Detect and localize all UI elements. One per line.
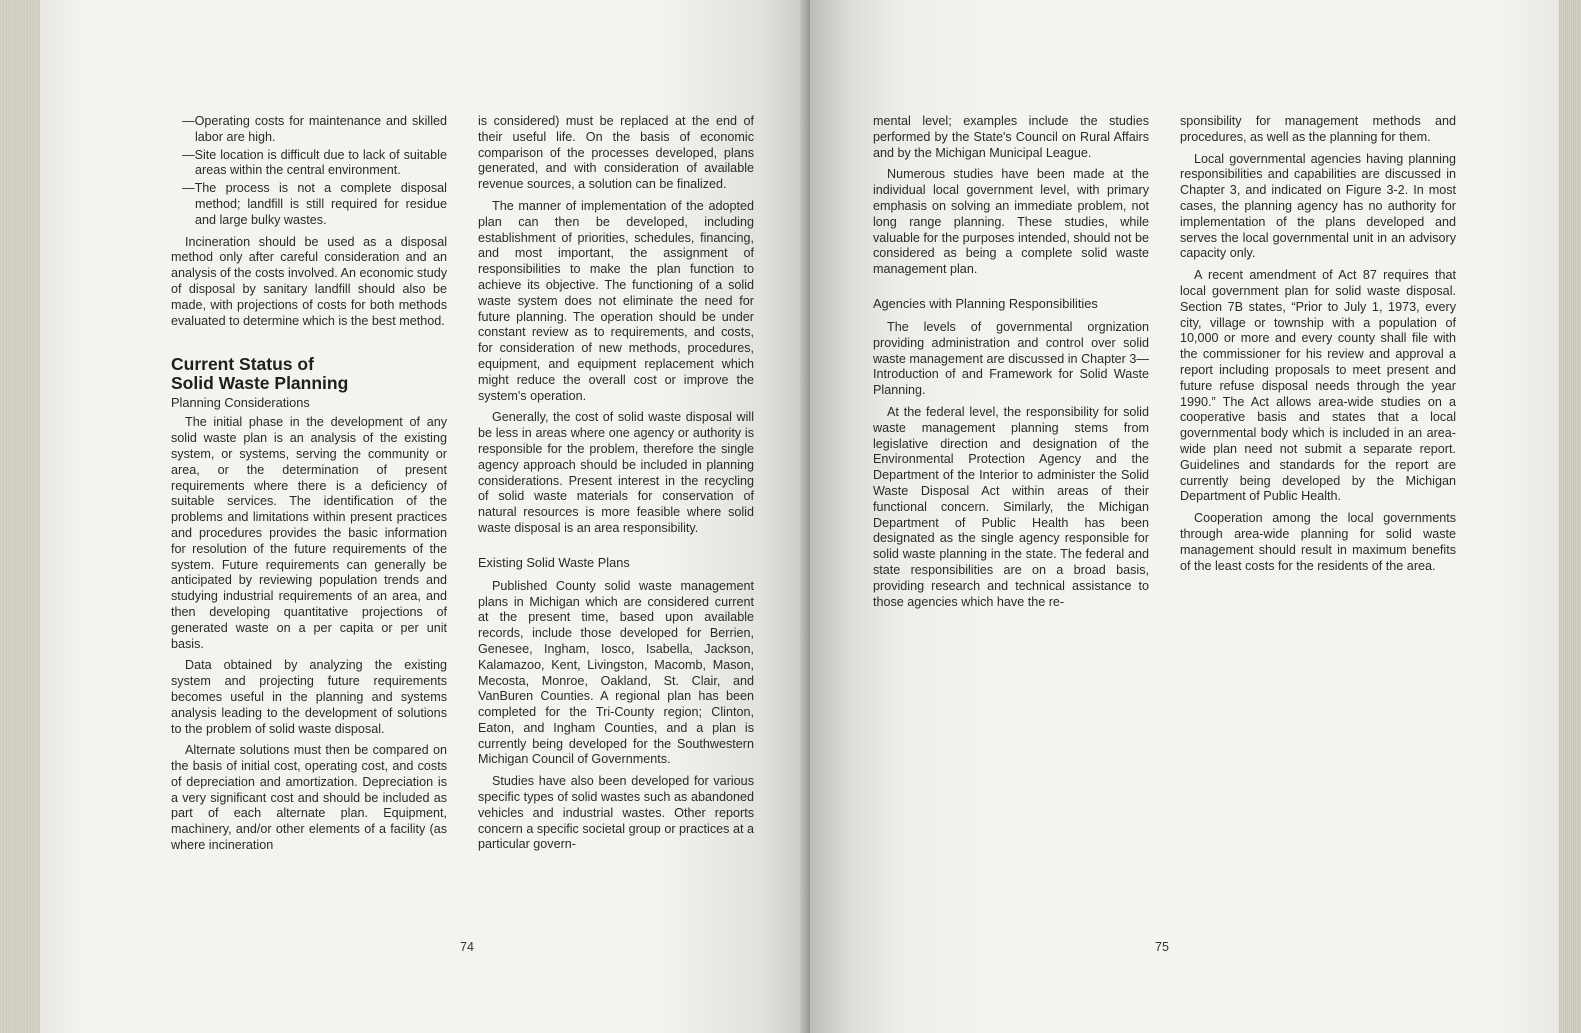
- paragraph: Studies have also been developed for various specific types of solid wastes such as abandoned vehicles and industrial wastes. Other reports concern a specific societal group or practices at a particular govern-: [478, 774, 754, 852]
- subheading: Existing Solid Waste Plans: [478, 554, 630, 570]
- section-heading: [171, 355, 447, 393]
- page-number: 75: [1155, 940, 1169, 954]
- left-page: [40, 0, 810, 1033]
- section-heading-line-2: Solid Waste Planning: [171, 373, 349, 394]
- paragraph: Numerous studies have been made at the individual local government level, with primary emphasis on solving an immediate problem, not long range planning. These studies, while valuable for the purposes intended, should not be considered as being a complete solid waste management plan.: [873, 167, 1149, 277]
- paragraph: sponsibility for management methods and procedures, as well as the planning for them.: [1180, 114, 1456, 144]
- right-page-column-2: [1180, 114, 1456, 580]
- paragraph: The levels of governmental orgnization providing administration and control over solid waste management are discussed in Chapter 3—Introduction of and Framework for Solid Waste Planning.: [873, 319, 1149, 398]
- paragraph: At the federal level, the responsibility for solid waste management planning stems from legislative direction and designation of the Environmental Protection Agency and the Department of the Interior to administer the Solid Waste Disposal Act within areas of their functional concern. Similarly, the Michigan Department of Public Health has been designated as the single agency responsible for solid waste planning in the state. The federal and state responsibilities are on a broad basis, providing research and technical assistance to those agencies which have the re-: [873, 404, 1149, 609]
- paragraph: Incineration should be used as a disposal method only after careful consideration and an analysis of the costs involved. An economic study of disposal by sanitary landfill should also be made, with projections of costs for both methods evaluated to determine which is the best method.: [171, 234, 447, 328]
- paragraph: is considered) must be replaced at the end of their useful life. On the basis of economic comparison of the processes developed, plans generated, and with consideration of available revenue sources, a solution can be finalized.: [478, 114, 754, 192]
- section-heading-line-1: Current Status of: [171, 354, 314, 375]
- paragraph: A recent amendment of Act 87 requires that local government plan for solid waste disposal. Section 7B states, “Prior to July 1, 1973, every city, village or township with a population of 10,000 or more and every county shall file with the commissioner for his review and approval a report including proposals to meet present and future refuse disposal needs through the year 1990.” The Act allows area-wide studies on a cooperative basis and states that a local governmental body which is included in an area-wide plan need not submit a separate report. Guidelines and standards for the report are currently being developed by the Michigan Department of Public Health.: [1180, 268, 1456, 504]
- paragraph: Cooperation among the local governments through area-wide planning for solid waste management should result in maximum benefits of the least costs for the residents of the area.: [1180, 511, 1456, 573]
- paragraph: Data obtained by analyzing the existing system and projecting future requirements becomes useful in the planning and systems analysis leading to the development of solutions to the problem of solid waste disposal.: [171, 658, 447, 736]
- paragraph: Generally, the cost of solid waste disposal will be less in areas where one agency or authority is responsible for the problem, therefore the single agency approach should be included in planning considerations. Present interest in the recycling of solid waste materials for conservation of natural resources is more feasible where solid waste disposal is an area responsibility.: [478, 410, 754, 535]
- paragraph: Alternate solutions must then be compared on the basis of initial cost, operating cost, and costs of depreciation and amortization. Depreciation is a very significant cost and should be included as part of each alternate plan. Equipment, machinery, and/or other elements of a facility (as where incineration: [171, 743, 447, 853]
- page-number: 74: [460, 940, 474, 954]
- paragraph: Published County solid waste management plans in Michigan which are considered current at the present time, based upon available records, include those developed for Berrien, Genesee, Ingham, Iosco, Isabella, Jackson, Kalamazoo, Kent, Livingston, Macomb, Mason, Mecosta, Monroe, Oakland, St. Clair, and VanBuren Counties. A regional plan has been completed for the Tri-County region; Clinton, Eaton, and Ingham Counties, and a plan is currently being developed for the Southwestern Michigan Council of Governments.: [478, 578, 754, 767]
- bullet-item: —Site location is difficult due to lack of suitable areas within the central environment.: [182, 147, 447, 178]
- left-page-column-1: [171, 114, 447, 860]
- paragraph: mental level; examples include the studies performed by the State's Council on Rural Affairs and by the Michigan Municipal League.: [873, 114, 1149, 160]
- paragraph: The initial phase in the development of any solid waste plan is an analysis of the existing system, or systems, serving the community or area, or the determination of present requirements where there is a deficiency of suitable services. The identification of the problems and limitations within present practices and procedures provides the basic information for resolution of the future requirements of the system. Future requirements can generally be anticipated by reviewing population trends and studying industrial requirements of an area, and then developing quantitative projections of generated waste on a per capita or per unit basis.: [171, 415, 447, 651]
- paragraph: The manner of implementation of the adopted plan can then be developed, including establishment of priorities, schedules, financing, and most important, the assignment of responsibilities to make the plan function to achieve its objective. The functioning of a solid waste system does not eliminate the need for future planning. The operation should be under constant review as to requirements, and costs, for consideration of new methods, procedures, equipment, and equipment replacement which might reduce the overall cost or improve the system's operation.: [478, 198, 754, 403]
- subheading: Agencies with Planning Responsibilities: [873, 295, 1098, 311]
- right-page: [810, 0, 1559, 1033]
- bullet-item: —Operating costs for maintenance and skilled labor are high.: [182, 114, 447, 144]
- subheading: Planning Considerations: [171, 395, 310, 411]
- paragraph: Local governmental agencies having planning responsibilities and capabilities are discussed in Chapter 3, and indicated on Figure 3-2. In most cases, the planning agency has no authority for implementation of the plans developed and serves the local governmental unit in an advisory capacity only.: [1180, 151, 1456, 261]
- left-page-column-2: [478, 114, 754, 859]
- bullet-item: —The process is not a complete disposal method; landfill is still required for residue and large bulky wastes.: [182, 181, 447, 227]
- page-edges-right: [1559, 0, 1581, 1033]
- right-page-column-1: [873, 114, 1149, 616]
- page-edges-left: [0, 0, 40, 1033]
